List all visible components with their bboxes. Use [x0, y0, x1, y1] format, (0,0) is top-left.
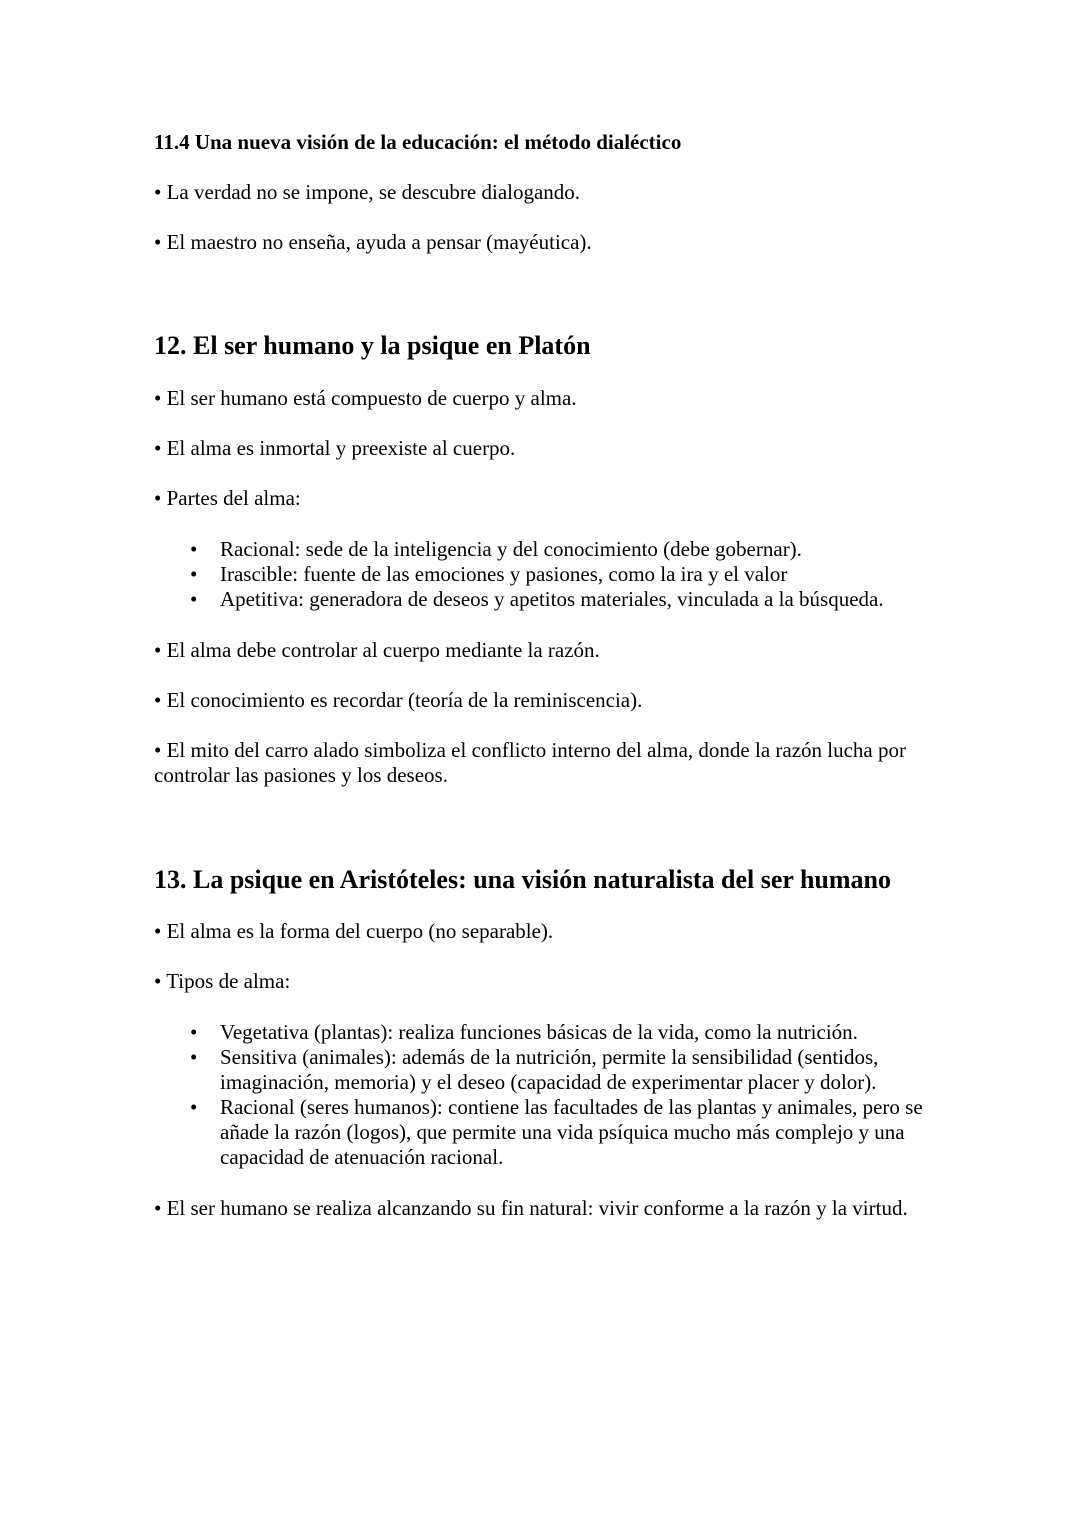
bullet-item: • El conocimiento es recordar (teoría de la reminiscencia).: [154, 688, 643, 712]
bullet-item: • El maestro no enseña, ayuda a pensar (mayéutica).: [154, 230, 592, 254]
bullet-item: • El mito del carro alado simboliza el conflicto interno del alma, donde la razón lucha por controlar las pasiones y los deseos.: [154, 738, 907, 787]
bullet-item: • El ser humano se realiza alcanzando su fin natural: vivir conforme a la razón y la virtud.: [154, 1196, 908, 1220]
section-heading: 13. La psique en Aristóteles: una visión naturalista del ser humano: [154, 865, 892, 894]
list-item: • Vegetativa (plantas): realiza funciones básicas de la vida, como la nutrición.: [190, 1020, 935, 1045]
list-item: • Racional: sede de la inteligencia y del conocimiento (debe gobernar).: [190, 537, 935, 562]
bullet-item: • La verdad no se impone, se descubre dialogando.: [154, 180, 581, 204]
bullet-item: • Partes del alma:: [154, 486, 301, 510]
soul-parts-list: [190, 537, 935, 612]
bullet-item: • El alma debe controlar al cuerpo mediante la razón.: [154, 638, 600, 662]
list-item: • Apetitiva: generadora de deseos y apetitos materiales, vinculada a la búsqueda.: [190, 587, 935, 612]
section-heading: 12. El ser humano y la psique en Platón: [154, 331, 591, 360]
list-item: • Irascible: fuente de las emociones y pasiones, como la ira y el valor: [190, 562, 935, 587]
section-heading: 11.4 Una nueva visión de la educación: el método dialéctico: [154, 130, 682, 154]
soul-types-list: [190, 1020, 935, 1170]
list-item: • Racional (seres humanos): contiene las facultades de las plantas y animales, pero se añade la razón (logos), que permite una vida psíquica mucho más complejo y una capacidad de atenuación racional.: [190, 1095, 935, 1170]
bullet-item: • Tipos de alma:: [154, 969, 291, 993]
bullet-item: • El ser humano está compuesto de cuerpo y alma.: [154, 386, 577, 410]
list-item: • Sensitiva (animales): además de la nutrición, permite la sensibilidad (sentidos, imaginación, memoria) y el deseo (capacidad de experimentar placer y dolor).: [190, 1045, 935, 1095]
bullet-item: • El alma es inmortal y preexiste al cuerpo.: [154, 436, 516, 460]
bullet-item: • El alma es la forma del cuerpo (no separable).: [154, 919, 554, 943]
